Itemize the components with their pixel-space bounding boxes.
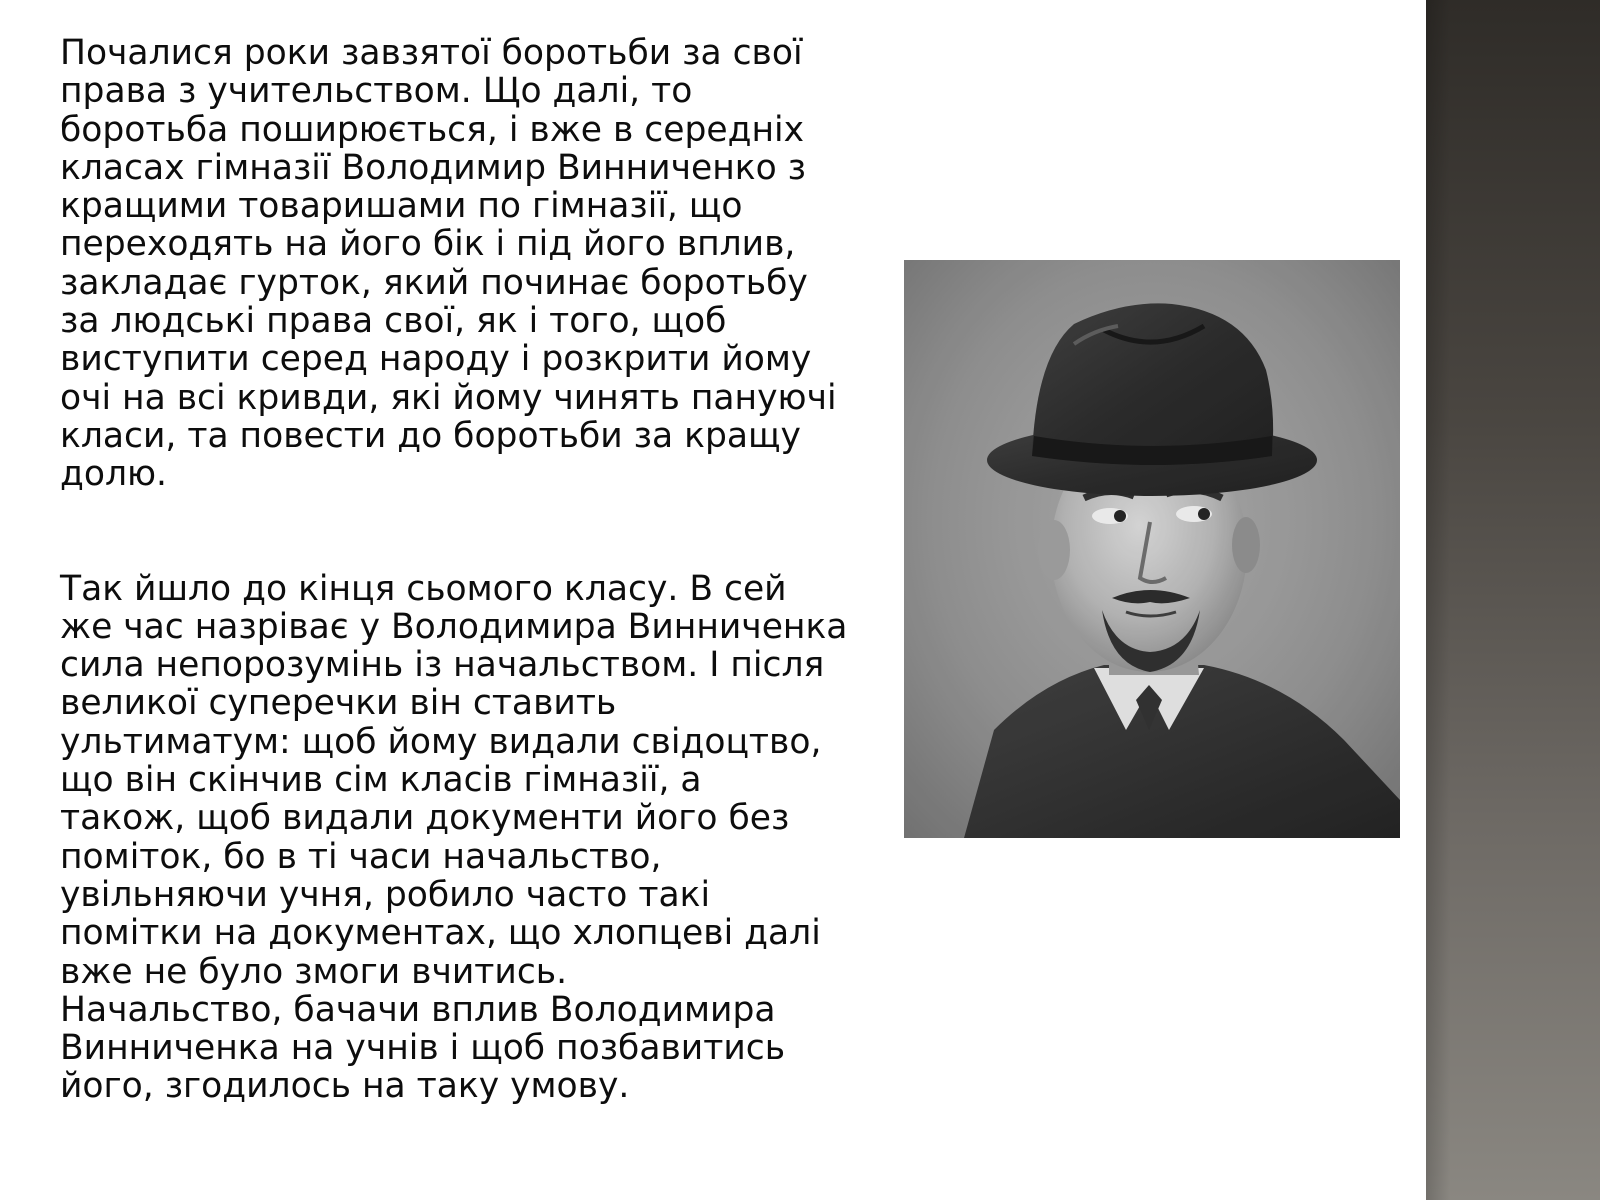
side-band-shadow (1426, 0, 1450, 1200)
portrait-photo-drawing (904, 260, 1400, 838)
slide-text-block (60, 34, 880, 1106)
paragraph-2: Так йшло до кінця сьомого класу. В сей же час назріває у Володимира Винниченка сила непорозумінь із начальством. І після великої суперечки він ставить ультиматум: щоб йому видали свідоцтво, що він скінчив сім класів гімназії, а також, щоб видали документи його без поміток, бо в ті часи начальство, увільняючи учня, робило часто такі помітки на документах, що хлопцеві далі вже не було змоги вчитись. Начальство, бачачи вплив Володимира Винниченка на учнів і щоб позбавитись його, згодилось на таку умову. (60, 568, 848, 1107)
paragraph-1: Почалися роки завзятої боротьби за свої права з учительством. Що далі, то боротьба поширюється, і вже в середніх класах гімназії Володимир Винниченко з кращими товаришами по гімназії, що переходять на його бік і під його вплив, закладає гурток, який починає боротьбу за людські права свої, як і того, щоб виступити серед народу і розкрити йому очі на всі кривди, які йому чинять пануючі класи, та повести до боротьби за кращу долю. (60, 33, 837, 495)
portrait-photo (904, 260, 1400, 838)
decorative-side-band (1426, 0, 1600, 1200)
photo-grain-overlay (904, 260, 1400, 838)
